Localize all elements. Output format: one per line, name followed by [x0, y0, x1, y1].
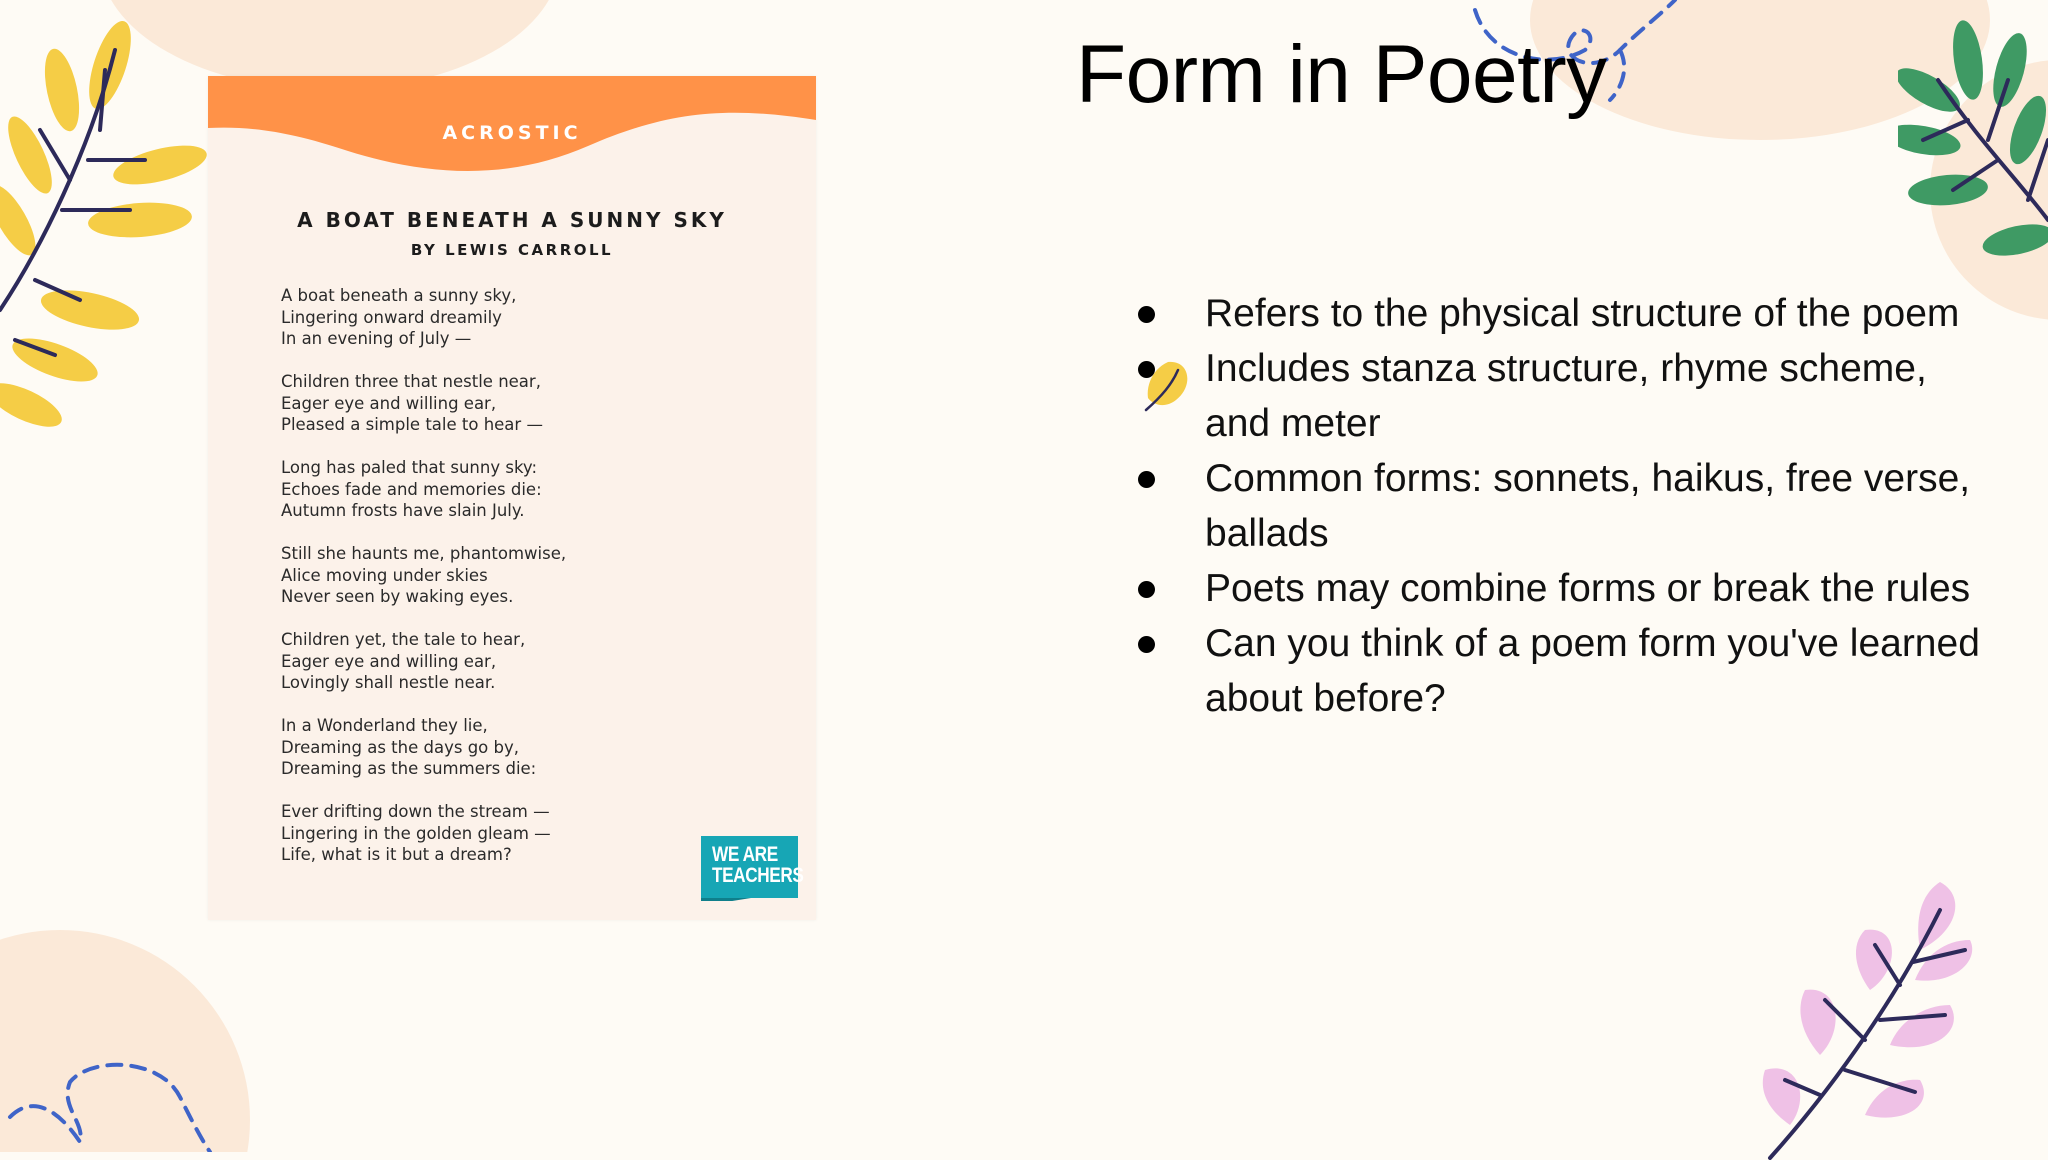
poem-author: BY LEWIS CARROLL [410, 241, 614, 259]
poem-line: Still she haunts me, phantomwise, [281, 544, 567, 563]
bullet-dot-icon [1138, 471, 1155, 488]
leaf-branch-yellow-icon [0, 10, 230, 450]
poem-line: Lingering onward dreamily [281, 307, 502, 327]
poem-line: Autumn frosts have slain July. [281, 501, 525, 520]
poem-type-label: ACROSTIC [442, 122, 582, 144]
poem-line: Echoes fade and memories die: [281, 479, 542, 499]
poem-stanza [281, 543, 741, 608]
leaf-branch-green-icon [1898, 20, 2048, 280]
slide-title: Form in Poetry [1076, 29, 1607, 120]
bullet-item [1130, 286, 1990, 341]
poem-line: In a Wonderland they lie, [281, 716, 488, 735]
poem-stanza [281, 371, 741, 436]
poem-line: Children three that nestle near, [281, 372, 541, 391]
poem-title: A BOAT BENEATH A SUNNY SKY [297, 208, 727, 232]
poem-line: Ever drifting down the stream — [281, 802, 550, 821]
bullet-item [1130, 341, 1990, 451]
poem-stanza [281, 285, 741, 350]
poem-line: Pleased a simple tale to hear — [281, 415, 543, 434]
logo-text [712, 843, 804, 887]
bullet-item [1130, 561, 1990, 616]
bullet-item [1130, 616, 1990, 726]
logo-line: WE ARE [712, 843, 778, 866]
poem-line: Lovingly shall nestle near. [281, 673, 496, 692]
poem-line: Eager eye and willing ear, [281, 651, 497, 671]
poem-line: Eager eye and willing ear, [281, 393, 497, 413]
poem-line: Alice moving under skies [281, 565, 488, 585]
bullet-text: Refers to the physical structure of the poem [1205, 292, 1960, 335]
poem-body [281, 285, 741, 887]
bullet-dot-icon [1138, 306, 1155, 323]
poem-line: Never seen by waking eyes. [281, 587, 514, 606]
poem-line: Dreaming as the days go by, [281, 737, 519, 757]
logo-line: TEACHERS [712, 864, 804, 887]
bullet-text: Can you think of a poem form you've learned about before? [1205, 622, 1980, 720]
poem-line: Long has paled that sunny sky: [281, 458, 538, 477]
poem-stanza [281, 801, 741, 866]
poem-line: Dreaming as the summers die: [281, 759, 537, 778]
bullet-dot-icon [1138, 361, 1155, 378]
poem-line: Life, what is it but a dream? [281, 845, 512, 864]
poem-line: Children yet, the tale to hear, [281, 630, 526, 649]
poem-stanza [281, 457, 741, 522]
bullet-text: Common forms: sonnets, haikus, free verse, ballads [1205, 457, 1971, 555]
bullet-text: Poets may combine forms or break the rules [1205, 567, 1971, 610]
bullet-item [1130, 451, 1990, 561]
bullet-dot-icon [1138, 636, 1155, 653]
dashed-swirl-icon [0, 1042, 230, 1152]
bullet-text: Includes stanza structure, rhyme scheme, and meter [1205, 347, 1927, 445]
leaf-branch-pink-icon [1750, 870, 1980, 1160]
poem-line: A boat beneath a sunny sky, [281, 286, 517, 305]
poem-line: In an evening of July — [281, 329, 472, 348]
poem-stanza [281, 715, 741, 780]
bullet-list [1130, 286, 1990, 726]
poem-stanza [281, 629, 741, 694]
poem-card [208, 76, 816, 920]
poem-line: Lingering in the golden gleam — [281, 823, 551, 843]
bullet-dot-icon [1138, 581, 1155, 598]
